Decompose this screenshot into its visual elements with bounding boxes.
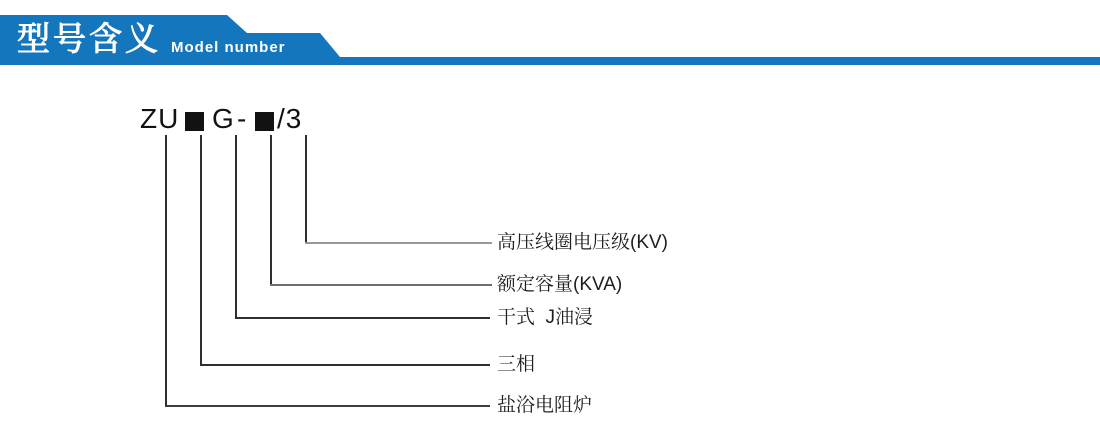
section-title-en: Model number bbox=[171, 39, 286, 56]
section-title-zh: 型号含义 bbox=[17, 20, 161, 57]
placeholder-square bbox=[185, 112, 204, 131]
connector-vertical-line bbox=[270, 135, 272, 286]
connector-vertical-line bbox=[235, 135, 237, 319]
label-hv-voltage: 高压线圈电压级(KV) bbox=[497, 232, 669, 253]
model-code-type-letter: G bbox=[212, 103, 235, 134]
connector-horizontal-line bbox=[200, 364, 490, 366]
label-salt-bath-furnace: 盐浴电阻炉 bbox=[497, 395, 593, 416]
header-banner-shape bbox=[0, 15, 1100, 65]
connector-horizontal-line bbox=[235, 317, 490, 319]
connector-horizontal-line bbox=[270, 284, 492, 286]
header-banner bbox=[0, 0, 1100, 70]
connector-vertical-line bbox=[165, 135, 167, 407]
connector-horizontal-line bbox=[305, 242, 492, 244]
placeholder-square bbox=[255, 112, 274, 131]
label-rated-capacity: 额定容量(KVA) bbox=[497, 274, 623, 295]
connector-horizontal-line bbox=[165, 405, 490, 407]
label-dry-type: 干式 J油浸 bbox=[497, 307, 594, 328]
label-three-phase: 三相 bbox=[497, 354, 536, 375]
connector-vertical-line bbox=[200, 135, 202, 366]
model-code-suffix: /3 bbox=[277, 103, 303, 134]
model-code-prefix: ZU bbox=[140, 103, 180, 134]
model-code-separator: - bbox=[237, 103, 248, 134]
connector-vertical-line bbox=[305, 135, 307, 244]
